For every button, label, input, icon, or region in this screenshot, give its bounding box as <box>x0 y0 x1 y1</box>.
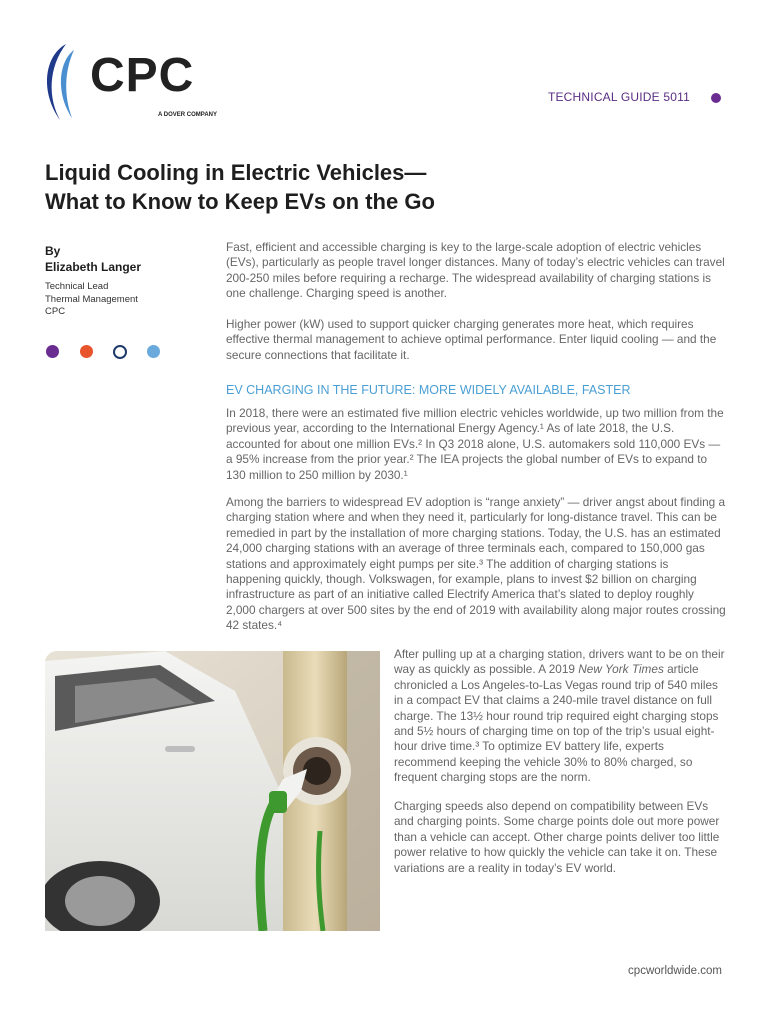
nyt-text-before: After pulling up at a charging station, drivers want to be on their way as quickly as possible. A 2019 <box>394 647 725 677</box>
page-title <box>45 158 665 216</box>
role-line: Thermal Management <box>45 293 138 305</box>
paragraph-range-anxiety: Among the barriers to widespread EV adoption is “range anxiety” — driver angst about finding a charging station where and when they need it, particularly for long-distance travel. This can be remedied in part by the installation of more charging stations. Today, the U.S. has an estimated 24,000 charging stations with an average of three terminals each, compared to 150,000 gas stations and approximately eight pumps per site.³ The addition of charging stations is happening quickly, though. Volkswagen, for example, plans to invest $2 billion on charging infrastructure as part of an initiative called Electrify America that’s slated to deploy roughly 2,000 chargers at over 500 sites by the end of 2019 with availability along major routes crossing 42 states.⁴ <box>226 495 726 633</box>
blue-dot-icon <box>147 345 160 358</box>
purple-dot-icon <box>46 345 59 358</box>
guide-dot-icon <box>711 93 721 103</box>
nyt-publication: New York Times <box>578 662 664 677</box>
paragraph-nyt <box>394 647 726 786</box>
cpc-logo <box>38 42 228 124</box>
orange-dot-icon <box>80 345 93 358</box>
paragraph-stats: In 2018, there were an estimated five million electric vehicles worldwide, up two million from the previous year, according to the International Energy Agency.¹ As of late 2018, the U.S. accounted for about one million EVs.² In Q3 2018 alone, U.S. automakers sold 110,000 EVs — a 95% increase from the prior year.² The IEA projects the global number of EVs to expand to 130 million to 250 million by 2030.¹ <box>226 406 724 482</box>
nyt-text-after: article chronicled a Los Angeles-to-Las Vegas round trip of 540 miles in a compact EV that claims a 240-mile travel distance on full charge. The 13½ hour round trip required eight charging stops and 5½ hours of charging time on top of the trip’s usual eight-hour drive time.³ To optimize EV battery life, experts recommend keeping the vehicle 30% to 80% charged, so frequent charging stops are the norm. <box>394 662 719 785</box>
footer-url: cpcworldwide.com <box>628 965 722 977</box>
author-name: Elizabeth Langer <box>45 260 142 274</box>
paragraph-cooling: Higher power (kW) used to support quicker charging generates more heat, which requires effective thermal management to achieve optimal performance. Enter liquid cooling — and the secure connections that facilitate it. <box>226 317 717 362</box>
guide-label: TECHNICAL GUIDE 5011 <box>547 90 690 104</box>
section-heading: EV CHARGING IN THE FUTURE: MORE WIDELY AVAILABLE, FASTER <box>226 383 631 397</box>
ring-dot-icon <box>113 345 127 359</box>
paragraph-compatibility: Charging speeds also depend on compatibility between EVs and charging points. Some charge points dole out more power than a vehicle can accept. Other charge points deliver too little power relative to how quickly the vehicle can take it on. These variations are a reality in today’s EV world. <box>394 799 720 875</box>
logo-swoosh-icon <box>38 42 98 124</box>
by-label: By <box>45 244 61 258</box>
logo-subtext: A DOVER COMPANY <box>158 112 218 118</box>
role-line: Technical Lead <box>45 281 109 292</box>
logo-wordmark: CPC <box>90 49 195 102</box>
title-line-2: What to Know to Keep EVs on the Go <box>45 189 435 214</box>
ev-charging-illustration <box>45 651 380 931</box>
role-line: CPC <box>45 306 66 317</box>
title-line-1: Liquid Cooling in Electric Vehicles— <box>45 160 427 185</box>
author-role <box>45 281 138 319</box>
author-block <box>45 243 141 275</box>
ev-charging-photo <box>45 651 380 931</box>
paragraph-intro: Fast, efficient and accessible charging is key to the large-scale adoption of electric vehicles (EVs), particularly as people travel longer distances. Many of today’s electric vehicles can travel 200-250 miles before requiring a recharge. The widespread availability of charging stations is one challenge. Charging speed is another. <box>226 240 725 301</box>
